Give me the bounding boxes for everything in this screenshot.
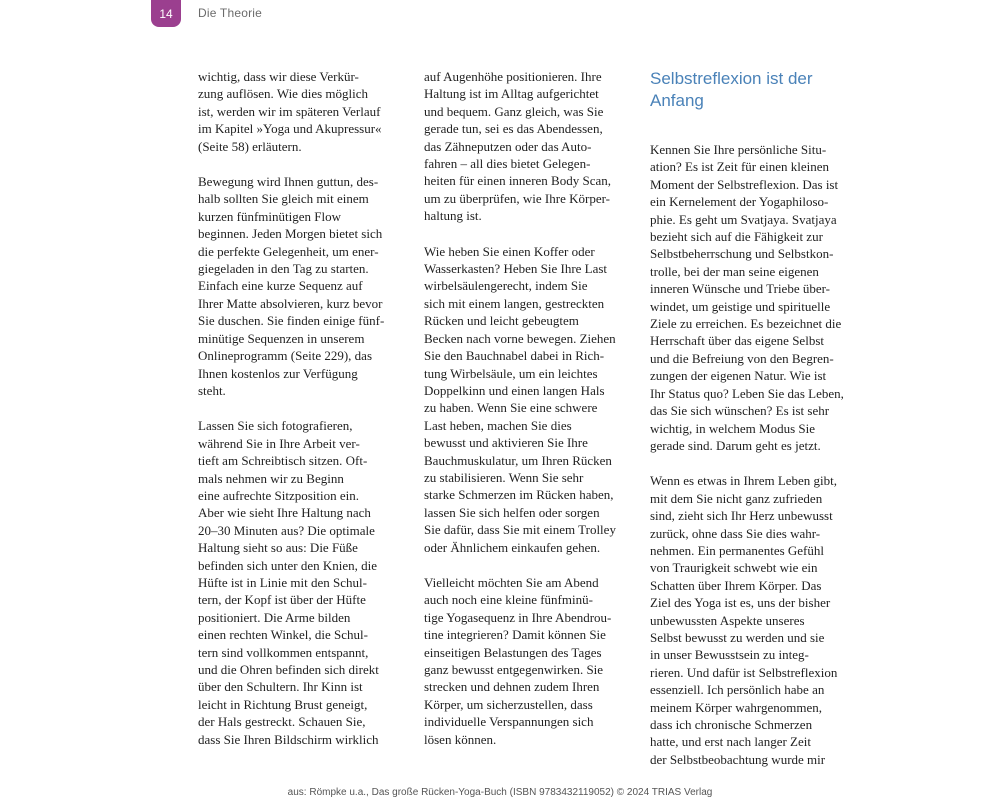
text-line: starke Schmerzen im Rücken haben, bbox=[424, 487, 614, 503]
text-line: steht. bbox=[198, 382, 226, 398]
text-line: mit dem Sie nicht ganz zufrieden bbox=[650, 490, 823, 506]
text-line: in unser Bewusstsein zu integ- bbox=[650, 647, 809, 663]
text-line: lassen Sie sich helfen oder sorgen bbox=[424, 504, 600, 520]
text-line: Ziele zu erreichen. Es bezeichnet die bbox=[650, 316, 842, 332]
text-line: auch noch eine kleine fünfminü- bbox=[424, 592, 593, 608]
text-line: von Traurigkeit schwebt wie ein bbox=[650, 560, 818, 576]
text-line: einen rechten Winkel, die Schul- bbox=[198, 627, 368, 643]
body-paragraph bbox=[650, 141, 842, 454]
text-line: phie. Es geht um Svatjaya. Svatjaya bbox=[650, 211, 837, 227]
text-line: und die Befreiung von den Begren- bbox=[650, 350, 834, 366]
text-line: tige Yogasequenz in Ihre Abendrou- bbox=[424, 609, 612, 625]
text-line: Einfach eine kurze Sequenz auf bbox=[198, 278, 363, 294]
text-line: Sie duschen. Sie finden einige fünf- bbox=[198, 313, 385, 329]
text-line: wichtig, in welchem Modus Sie bbox=[650, 420, 816, 436]
text-line: nehmen. Ein permanentes Gefühl bbox=[650, 542, 824, 558]
text-line: im Kapitel »Yoga und Akupressur« bbox=[198, 121, 382, 137]
text-line: Haltung sieht so aus: Die Füße bbox=[198, 540, 358, 556]
text-line: das Zähneputzen oder das Auto- bbox=[424, 138, 592, 154]
text-line: trolle, bei der man seine eigenen bbox=[650, 263, 819, 279]
text-line: über den Schultern. Ihr Kinn ist bbox=[198, 679, 363, 695]
text-line: strecken und dehnen zudem Ihren bbox=[424, 679, 600, 695]
text-line: Aber wie sieht Ihre Haltung nach bbox=[198, 505, 371, 521]
text-line: zu haben. Wenn Sie eine schwere bbox=[424, 400, 598, 416]
text-line: Selbstbeherrschung und Selbstkon- bbox=[650, 246, 834, 262]
text-line: Wasserkasten? Heben Sie Ihre Last bbox=[424, 261, 608, 277]
text-line: leicht in Richtung Brust geneigt, bbox=[198, 696, 368, 712]
text-line: Ihrer Matte absolvieren, kurz bevor bbox=[198, 295, 383, 311]
text-line: Moment der Selbstreflexion. Das ist bbox=[650, 176, 839, 192]
body-paragraph bbox=[198, 173, 390, 399]
text-line: fahren – all dies bietet Gelegen- bbox=[424, 156, 591, 172]
text-line: Sie den Bauchnabel dabei in Rich- bbox=[424, 348, 605, 364]
text-line: heiten für einen inneren Body Scan, bbox=[424, 173, 611, 189]
source-footer: aus: Römpke u.a., Das große Rücken-Yoga-Buch (ISBN 9783432119052) © 2024 TRIAS Verlag bbox=[287, 787, 713, 798]
text-line: gerade sind. Darum geht es jetzt. bbox=[650, 437, 821, 453]
body-paragraph bbox=[198, 68, 390, 155]
heading-line: Selbstreflexion ist der bbox=[650, 69, 813, 88]
text-line: wichtig, dass wir diese Verkür- bbox=[198, 69, 359, 84]
text-line: tung Wirbelsäule, um ein leichtes bbox=[424, 365, 598, 381]
text-column-3 bbox=[650, 68, 842, 786]
text-line: hatte, und erst nach langer Zeit bbox=[650, 734, 811, 750]
text-line: und bequem. Ganz gleich, was Sie bbox=[424, 103, 604, 119]
text-line: Ziel des Yoga ist es, uns der bisher bbox=[650, 595, 831, 611]
text-line: Becken nach vorne bewegen. Ziehen bbox=[424, 330, 616, 346]
text-line: zungen der eigenen Natur. Wie ist bbox=[650, 368, 827, 384]
text-column-1 bbox=[198, 68, 390, 766]
text-line: Wenn es etwas in Ihrem Leben gibt, bbox=[650, 473, 838, 489]
text-line: tern, der Kopf ist über der Hüfte bbox=[198, 592, 366, 608]
text-line: Wie heben Sie einen Koffer oder bbox=[424, 243, 595, 259]
text-line: lösen können. bbox=[424, 731, 497, 747]
text-line: auf Augenhöhe positionieren. Ihre bbox=[424, 69, 602, 84]
text-line: das Sie sich wünschen? Es ist sehr bbox=[650, 403, 830, 419]
text-line: Schatten über Ihrem Körper. Das bbox=[650, 577, 822, 593]
text-line: mals nehmen wir zu Beginn bbox=[198, 470, 344, 486]
text-line: unbewussten Aspekte unseres bbox=[650, 612, 805, 628]
text-line: oder Ähnlichem einkaufen gehen. bbox=[424, 539, 601, 555]
text-line: tine integrieren? Damit können Sie bbox=[424, 627, 606, 643]
heading-line: Anfang bbox=[650, 91, 704, 110]
text-line: meinem Körper wahrgenommen, bbox=[650, 699, 822, 715]
text-line: bewusst und aktivieren Sie Ihre bbox=[424, 435, 588, 451]
text-line: inneren Wünsche und Triebe über- bbox=[650, 281, 831, 297]
text-line: der Hals gestreckt. Schauen Sie, bbox=[198, 714, 366, 730]
text-line: zurück, ohne dass Sie dies wahr- bbox=[650, 525, 821, 541]
body-paragraph bbox=[424, 243, 616, 556]
text-line: Onlineprogramm (Seite 229), das bbox=[198, 348, 373, 364]
text-line: individuelle Verspannungen sich bbox=[424, 714, 594, 730]
body-paragraph bbox=[198, 417, 390, 748]
text-line: Last heben, machen Sie dies bbox=[424, 417, 572, 433]
text-line: halb sollten Sie gleich mit einem bbox=[198, 191, 369, 207]
text-line: wirbelsäulengerecht, indem Sie bbox=[424, 278, 588, 294]
text-line: dass Sie Ihren Bildschirm wirklich bbox=[198, 731, 379, 747]
text-line: essenziell. Ich persönlich habe an bbox=[650, 682, 825, 698]
text-line: sich mit einem langen, gestreckten bbox=[424, 295, 605, 311]
text-line: kurzen fünfminütigen Flow bbox=[198, 208, 341, 224]
text-line: bezieht sich auf die Fähigkeit zur bbox=[650, 229, 823, 245]
text-line: positioniert. Die Arme bilden bbox=[198, 609, 351, 625]
text-line: windet, um geistige und spirituelle bbox=[650, 298, 831, 314]
text-line: dass ich chronische Schmerzen bbox=[650, 717, 813, 732]
text-line: Selbst bewusst zu werden und sie bbox=[650, 629, 825, 645]
text-line: Haltung ist im Alltag aufgerichtet bbox=[424, 86, 599, 102]
text-line: die perfekte Gelegenheit, um ener- bbox=[198, 243, 379, 259]
text-line: Hüfte ist in Linie mit den Schul- bbox=[198, 574, 367, 590]
text-line: eine aufrechte Sitzposition ein. bbox=[198, 487, 360, 503]
text-line: einseitigen Belastungen des Tages bbox=[424, 644, 602, 660]
text-line: ein Kernelement der Yogaphiloso- bbox=[650, 194, 829, 210]
text-line: Körper, um sicherzustellen, dass bbox=[424, 696, 593, 712]
text-line: ganz bewusst entgegenwirken. Sie bbox=[424, 662, 604, 677]
text-line: sind, zieht sich Ihr Herz unbewusst bbox=[650, 508, 833, 524]
text-line: der Selbstbeobachtung wurde mir bbox=[650, 751, 826, 767]
text-line: Rücken und leicht gebeugtem bbox=[424, 313, 579, 329]
text-line: Vielleicht möchten Sie am Abend bbox=[424, 574, 599, 590]
text-line: um zu überprüfen, wie Ihre Körper- bbox=[424, 190, 610, 206]
text-line: ist, werden wir im späteren Verlauf bbox=[198, 103, 381, 119]
text-line: Sie dafür, dass Sie mit einem Trolley bbox=[424, 522, 616, 538]
text-line: tern sind vollkommen entspannt, bbox=[198, 644, 369, 660]
page-number-badge: 14 bbox=[151, 0, 181, 27]
text-line: tieft am Schreibtisch sitzen. Oft- bbox=[198, 453, 368, 469]
text-line: Lassen Sie sich fotografieren, bbox=[198, 418, 353, 434]
text-line: ation? Es ist Zeit für einen kleinen bbox=[650, 159, 830, 175]
body-paragraph bbox=[424, 68, 616, 225]
text-line: Doppelkinn und einen langen Hals bbox=[424, 382, 605, 398]
body-paragraph bbox=[424, 574, 616, 748]
text-line: und die Ohren befinden sich direkt bbox=[198, 662, 379, 677]
text-line: minütige Sequenzen in unserem bbox=[198, 330, 365, 346]
text-line: Ihnen kostenlos zur Verfügung bbox=[198, 365, 358, 381]
text-line: Bauchmuskulatur, um Ihren Rücken bbox=[424, 452, 612, 468]
text-column-2 bbox=[424, 68, 616, 766]
text-line: befinden sich unter den Knien, die bbox=[198, 557, 378, 573]
text-line: giegeladen in den Tag zu starten. bbox=[198, 261, 369, 277]
text-line: rieren. Und dafür ist Selbstreflexion bbox=[650, 664, 838, 680]
text-line: (Seite 58) erläutern. bbox=[198, 138, 302, 154]
text-line: haltung ist. bbox=[424, 208, 482, 224]
text-line: Kennen Sie Ihre persönliche Situ- bbox=[650, 142, 827, 157]
section-label: Die Theorie bbox=[198, 6, 263, 20]
text-line: zu stabilisieren. Wenn Sie sehr bbox=[424, 469, 584, 485]
section-heading bbox=[650, 68, 842, 112]
text-line: gerade tun, sei es das Abendessen, bbox=[424, 121, 603, 137]
text-line: Bewegung wird Ihnen guttun, des- bbox=[198, 174, 379, 190]
text-line: Ihr Status quo? Leben Sie das Leben, bbox=[650, 385, 844, 401]
text-line: zung auflösen. Wie dies möglich bbox=[198, 86, 369, 102]
text-line: beginnen. Jeden Morgen bietet sich bbox=[198, 226, 383, 242]
text-line: 20–30 Minuten aus? Die optimale bbox=[198, 522, 375, 538]
body-paragraph bbox=[650, 472, 842, 768]
text-line: während Sie in Ihre Arbeit ver- bbox=[198, 435, 360, 451]
text-line: Herrschaft über das eigene Selbst bbox=[650, 333, 824, 349]
